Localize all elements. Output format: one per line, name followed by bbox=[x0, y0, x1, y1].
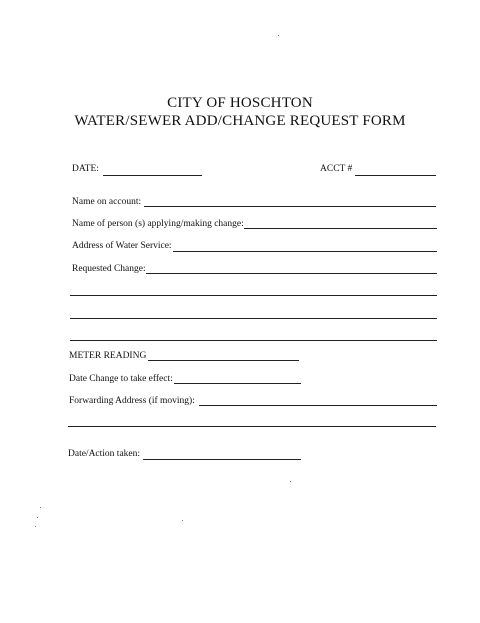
scan-speck bbox=[35, 526, 36, 527]
date-field-line[interactable] bbox=[103, 175, 202, 176]
meter-reading-label: METER READING bbox=[69, 351, 147, 361]
scan-speck bbox=[182, 520, 183, 521]
name-on-account-line[interactable] bbox=[144, 206, 436, 207]
acct-label: ACCT # bbox=[320, 164, 353, 174]
effective-date-label: Date Change to take effect: bbox=[69, 374, 173, 384]
name-on-account-label: Name on account: bbox=[72, 197, 142, 207]
date-action-line[interactable] bbox=[143, 459, 301, 460]
address-line[interactable] bbox=[173, 251, 437, 252]
acct-field-line[interactable] bbox=[355, 175, 436, 176]
scan-speck bbox=[290, 481, 291, 482]
date-label: DATE: bbox=[72, 164, 99, 174]
address-label: Address of Water Service: bbox=[72, 241, 172, 251]
forwarding-address-line-2[interactable] bbox=[68, 426, 436, 427]
form-title: WATER/SEWER ADD/CHANGE REQUEST FORM bbox=[74, 113, 406, 129]
applicant-label: Name of person (s) applying/making change: bbox=[72, 219, 244, 229]
requested-change-line-2[interactable] bbox=[70, 295, 437, 296]
scan-speck bbox=[37, 517, 38, 518]
requested-change-line-1[interactable] bbox=[146, 273, 437, 274]
city-title: CITY OF HOSCHTON bbox=[167, 95, 313, 111]
scan-speck bbox=[40, 507, 41, 508]
scan-speck bbox=[278, 35, 279, 36]
requested-change-line-3[interactable] bbox=[70, 318, 437, 319]
meter-reading-line[interactable] bbox=[148, 360, 299, 361]
date-action-label: Date/Action taken: bbox=[68, 449, 141, 459]
requested-change-label: Requested Change: bbox=[72, 264, 146, 274]
effective-date-line[interactable] bbox=[174, 383, 301, 384]
forwarding-address-line-1[interactable] bbox=[199, 405, 437, 406]
requested-change-line-4[interactable] bbox=[70, 340, 437, 341]
applicant-line[interactable] bbox=[244, 228, 437, 229]
forwarding-address-label: Forwarding Address (if moving): bbox=[69, 396, 195, 406]
